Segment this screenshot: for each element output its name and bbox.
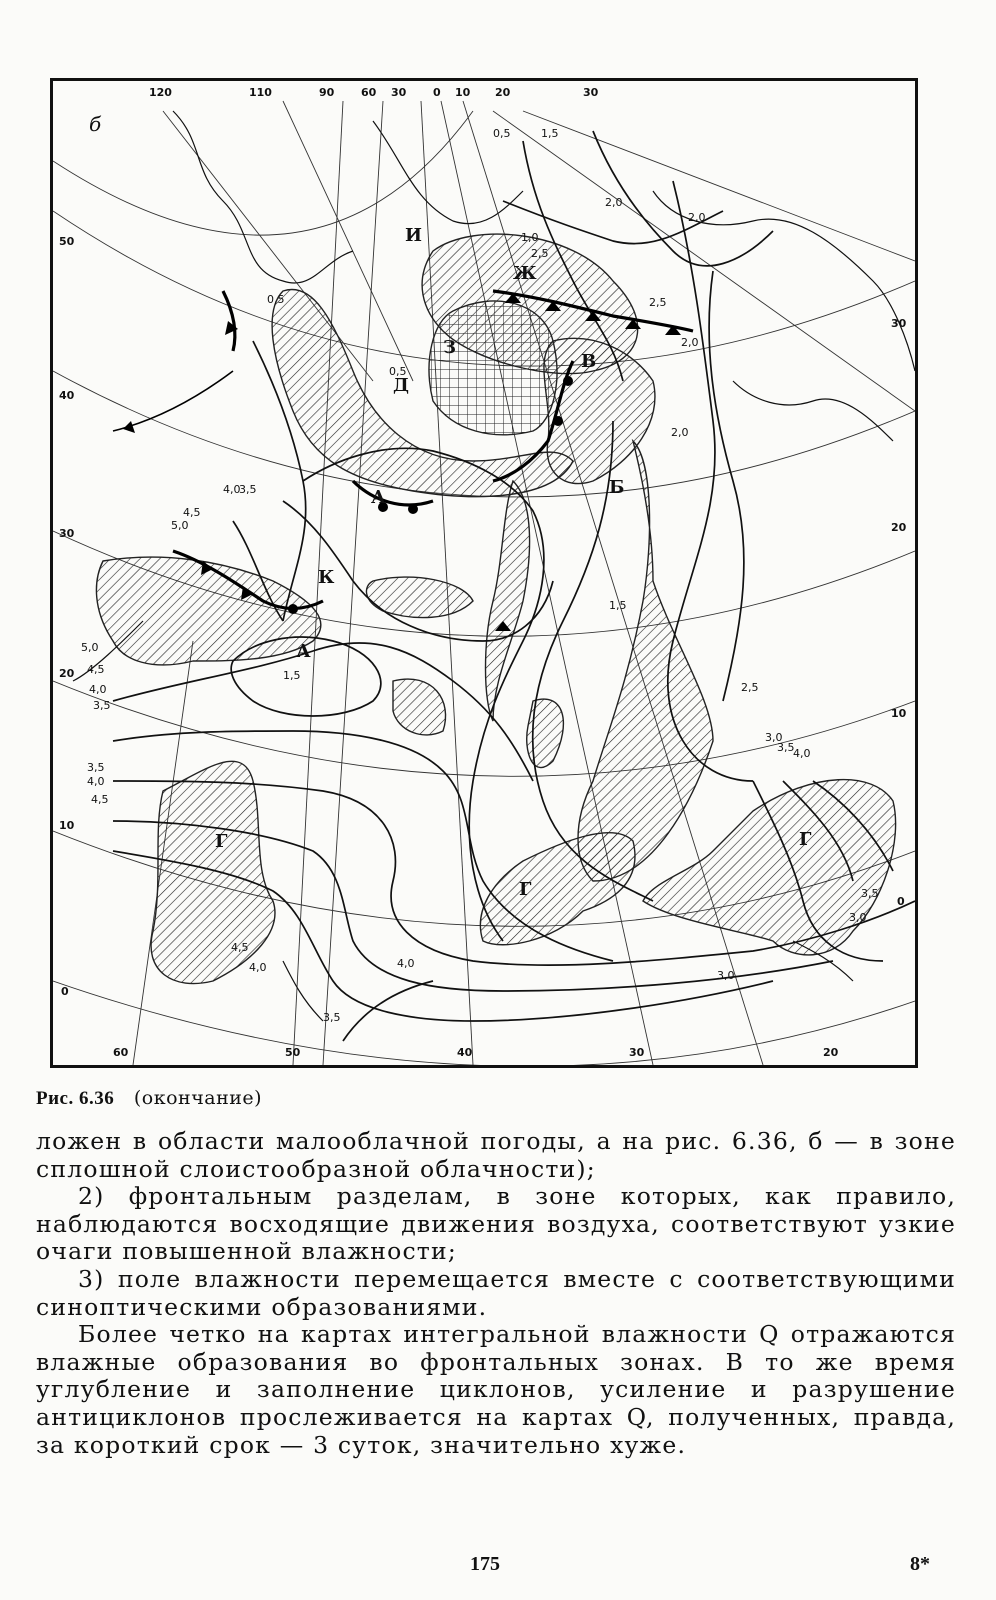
svg-text:Ж: Ж bbox=[513, 263, 537, 284]
svg-text:Д: Д bbox=[393, 375, 410, 396]
top-tick-labels bbox=[149, 86, 599, 99]
svg-text:2,0: 2,0 bbox=[671, 426, 689, 439]
svg-text:Б: Б bbox=[609, 477, 625, 498]
svg-text:Г: Г bbox=[799, 829, 812, 850]
svg-text:Г: Г bbox=[519, 879, 532, 900]
svg-text:0: 0 bbox=[897, 895, 905, 908]
svg-text:20: 20 bbox=[891, 521, 907, 534]
paragraph-2: 2) фронтальным разделам, в зоне которых, как правило, наблюдаются восходящие движения воздуха, соответствуют узкие очаги повышенной влажности; bbox=[36, 1182, 956, 1266]
svg-text:2,0: 2,0 bbox=[605, 196, 623, 209]
svg-text:1,0: 1,0 bbox=[521, 231, 539, 244]
humidity-map-figure bbox=[50, 78, 918, 1068]
svg-text:20: 20 bbox=[495, 86, 511, 99]
svg-text:4,5: 4,5 bbox=[231, 941, 249, 954]
svg-text:4,0: 4,0 bbox=[793, 747, 811, 760]
paragraph-3: 3) поле влажности перемещается вместе с соответствующими синоптическими образованиями. bbox=[36, 1264, 956, 1321]
svg-text:10: 10 bbox=[891, 707, 907, 720]
svg-text:120: 120 bbox=[149, 86, 172, 99]
svg-text:0,5: 0,5 bbox=[267, 293, 285, 306]
svg-text:З: З bbox=[443, 337, 456, 358]
svg-text:30: 30 bbox=[59, 527, 75, 540]
svg-text:4,5: 4,5 bbox=[183, 506, 201, 519]
svg-text:1,5: 1,5 bbox=[541, 127, 559, 140]
page-number: 175 bbox=[470, 1553, 500, 1575]
svg-text:0,5: 0,5 bbox=[389, 365, 407, 378]
body-text bbox=[36, 1128, 956, 1459]
figure-note: (окончание) bbox=[133, 1087, 263, 1109]
svg-text:3,5: 3,5 bbox=[323, 1011, 341, 1024]
svg-text:0,5: 0,5 bbox=[493, 127, 511, 140]
svg-text:4,0: 4,0 bbox=[223, 483, 241, 496]
svg-text:2,5: 2,5 bbox=[741, 681, 759, 694]
svg-text:40: 40 bbox=[59, 389, 75, 402]
humidity-map-svg bbox=[53, 81, 915, 1065]
svg-text:3,0: 3,0 bbox=[717, 969, 735, 982]
svg-text:2,5: 2,5 bbox=[649, 296, 667, 309]
panel-label: б bbox=[89, 112, 102, 136]
svg-text:1,5: 1,5 bbox=[609, 599, 627, 612]
svg-text:30: 30 bbox=[891, 317, 907, 330]
svg-text:60: 60 bbox=[361, 86, 377, 99]
svg-text:3,5: 3,5 bbox=[87, 761, 105, 774]
svg-text:5,0: 5,0 bbox=[171, 519, 189, 532]
svg-text:3,5: 3,5 bbox=[93, 699, 111, 712]
svg-text:4,0: 4,0 bbox=[87, 775, 105, 788]
bottom-tick-labels bbox=[113, 1046, 839, 1059]
figure-number: Рис. 6.36 bbox=[36, 1088, 115, 1109]
svg-text:60: 60 bbox=[113, 1046, 129, 1059]
svg-text:4,0: 4,0 bbox=[249, 961, 267, 974]
svg-text:4,5: 4,5 bbox=[87, 663, 105, 676]
svg-text:40: 40 bbox=[457, 1046, 473, 1059]
paragraph-4: Более четко на картах интегральной влажности Q отражаются влажные образования во фронтальных зонах. В то же время углубление и заполнение циклонов, усиление и разрушение антициклонов прослеживается на картах Q, полученных, правда, за короткий срок — 3 суток, значительно хуже. bbox=[36, 1320, 956, 1459]
svg-text:10: 10 bbox=[59, 819, 75, 832]
svg-text:30: 30 bbox=[391, 86, 407, 99]
svg-text:3,0: 3,0 bbox=[765, 731, 783, 744]
svg-text:3,0: 3,0 bbox=[849, 911, 867, 924]
svg-text:4,0: 4,0 bbox=[89, 683, 107, 696]
svg-text:1,5: 1,5 bbox=[283, 669, 301, 682]
svg-text:3,5: 3,5 bbox=[239, 483, 257, 496]
figure-caption bbox=[36, 1087, 262, 1110]
svg-text:В: В bbox=[581, 351, 597, 372]
svg-text:2,5: 2,5 bbox=[531, 247, 549, 260]
svg-text:20: 20 bbox=[59, 667, 75, 680]
svg-text:0: 0 bbox=[433, 86, 441, 99]
svg-text:2,0: 2,0 bbox=[681, 336, 699, 349]
svg-text:А: А bbox=[296, 641, 311, 662]
svg-text:50: 50 bbox=[59, 235, 75, 248]
svg-text:2,0: 2,0 bbox=[688, 211, 706, 224]
svg-text:110: 110 bbox=[249, 86, 272, 99]
svg-text:50: 50 bbox=[285, 1046, 301, 1059]
svg-text:Г: Г bbox=[215, 831, 228, 852]
svg-text:10: 10 bbox=[455, 86, 471, 99]
svg-text:30: 30 bbox=[629, 1046, 645, 1059]
sheet-mark: 8* bbox=[910, 1553, 930, 1575]
left-tick-labels bbox=[59, 235, 75, 998]
svg-text:3,5: 3,5 bbox=[861, 887, 879, 900]
svg-text:90: 90 bbox=[319, 86, 335, 99]
svg-text:20: 20 bbox=[823, 1046, 839, 1059]
svg-text:А: А bbox=[371, 487, 386, 508]
svg-text:И: И bbox=[405, 225, 423, 246]
svg-text:4,0: 4,0 bbox=[397, 957, 415, 970]
paragraph-1: ложен в области малооблачной погоды, а на рис. 6.36, б — в зоне сплошной слоистообразной облачности); bbox=[36, 1127, 956, 1183]
svg-text:30: 30 bbox=[583, 86, 599, 99]
svg-text:4,5: 4,5 bbox=[91, 793, 109, 806]
svg-text:5,0: 5,0 bbox=[81, 641, 99, 654]
crosshatched-zone bbox=[429, 301, 557, 435]
svg-text:3,5: 3,5 bbox=[777, 741, 795, 754]
svg-text:К: К bbox=[318, 567, 335, 588]
svg-text:0: 0 bbox=[61, 985, 69, 998]
